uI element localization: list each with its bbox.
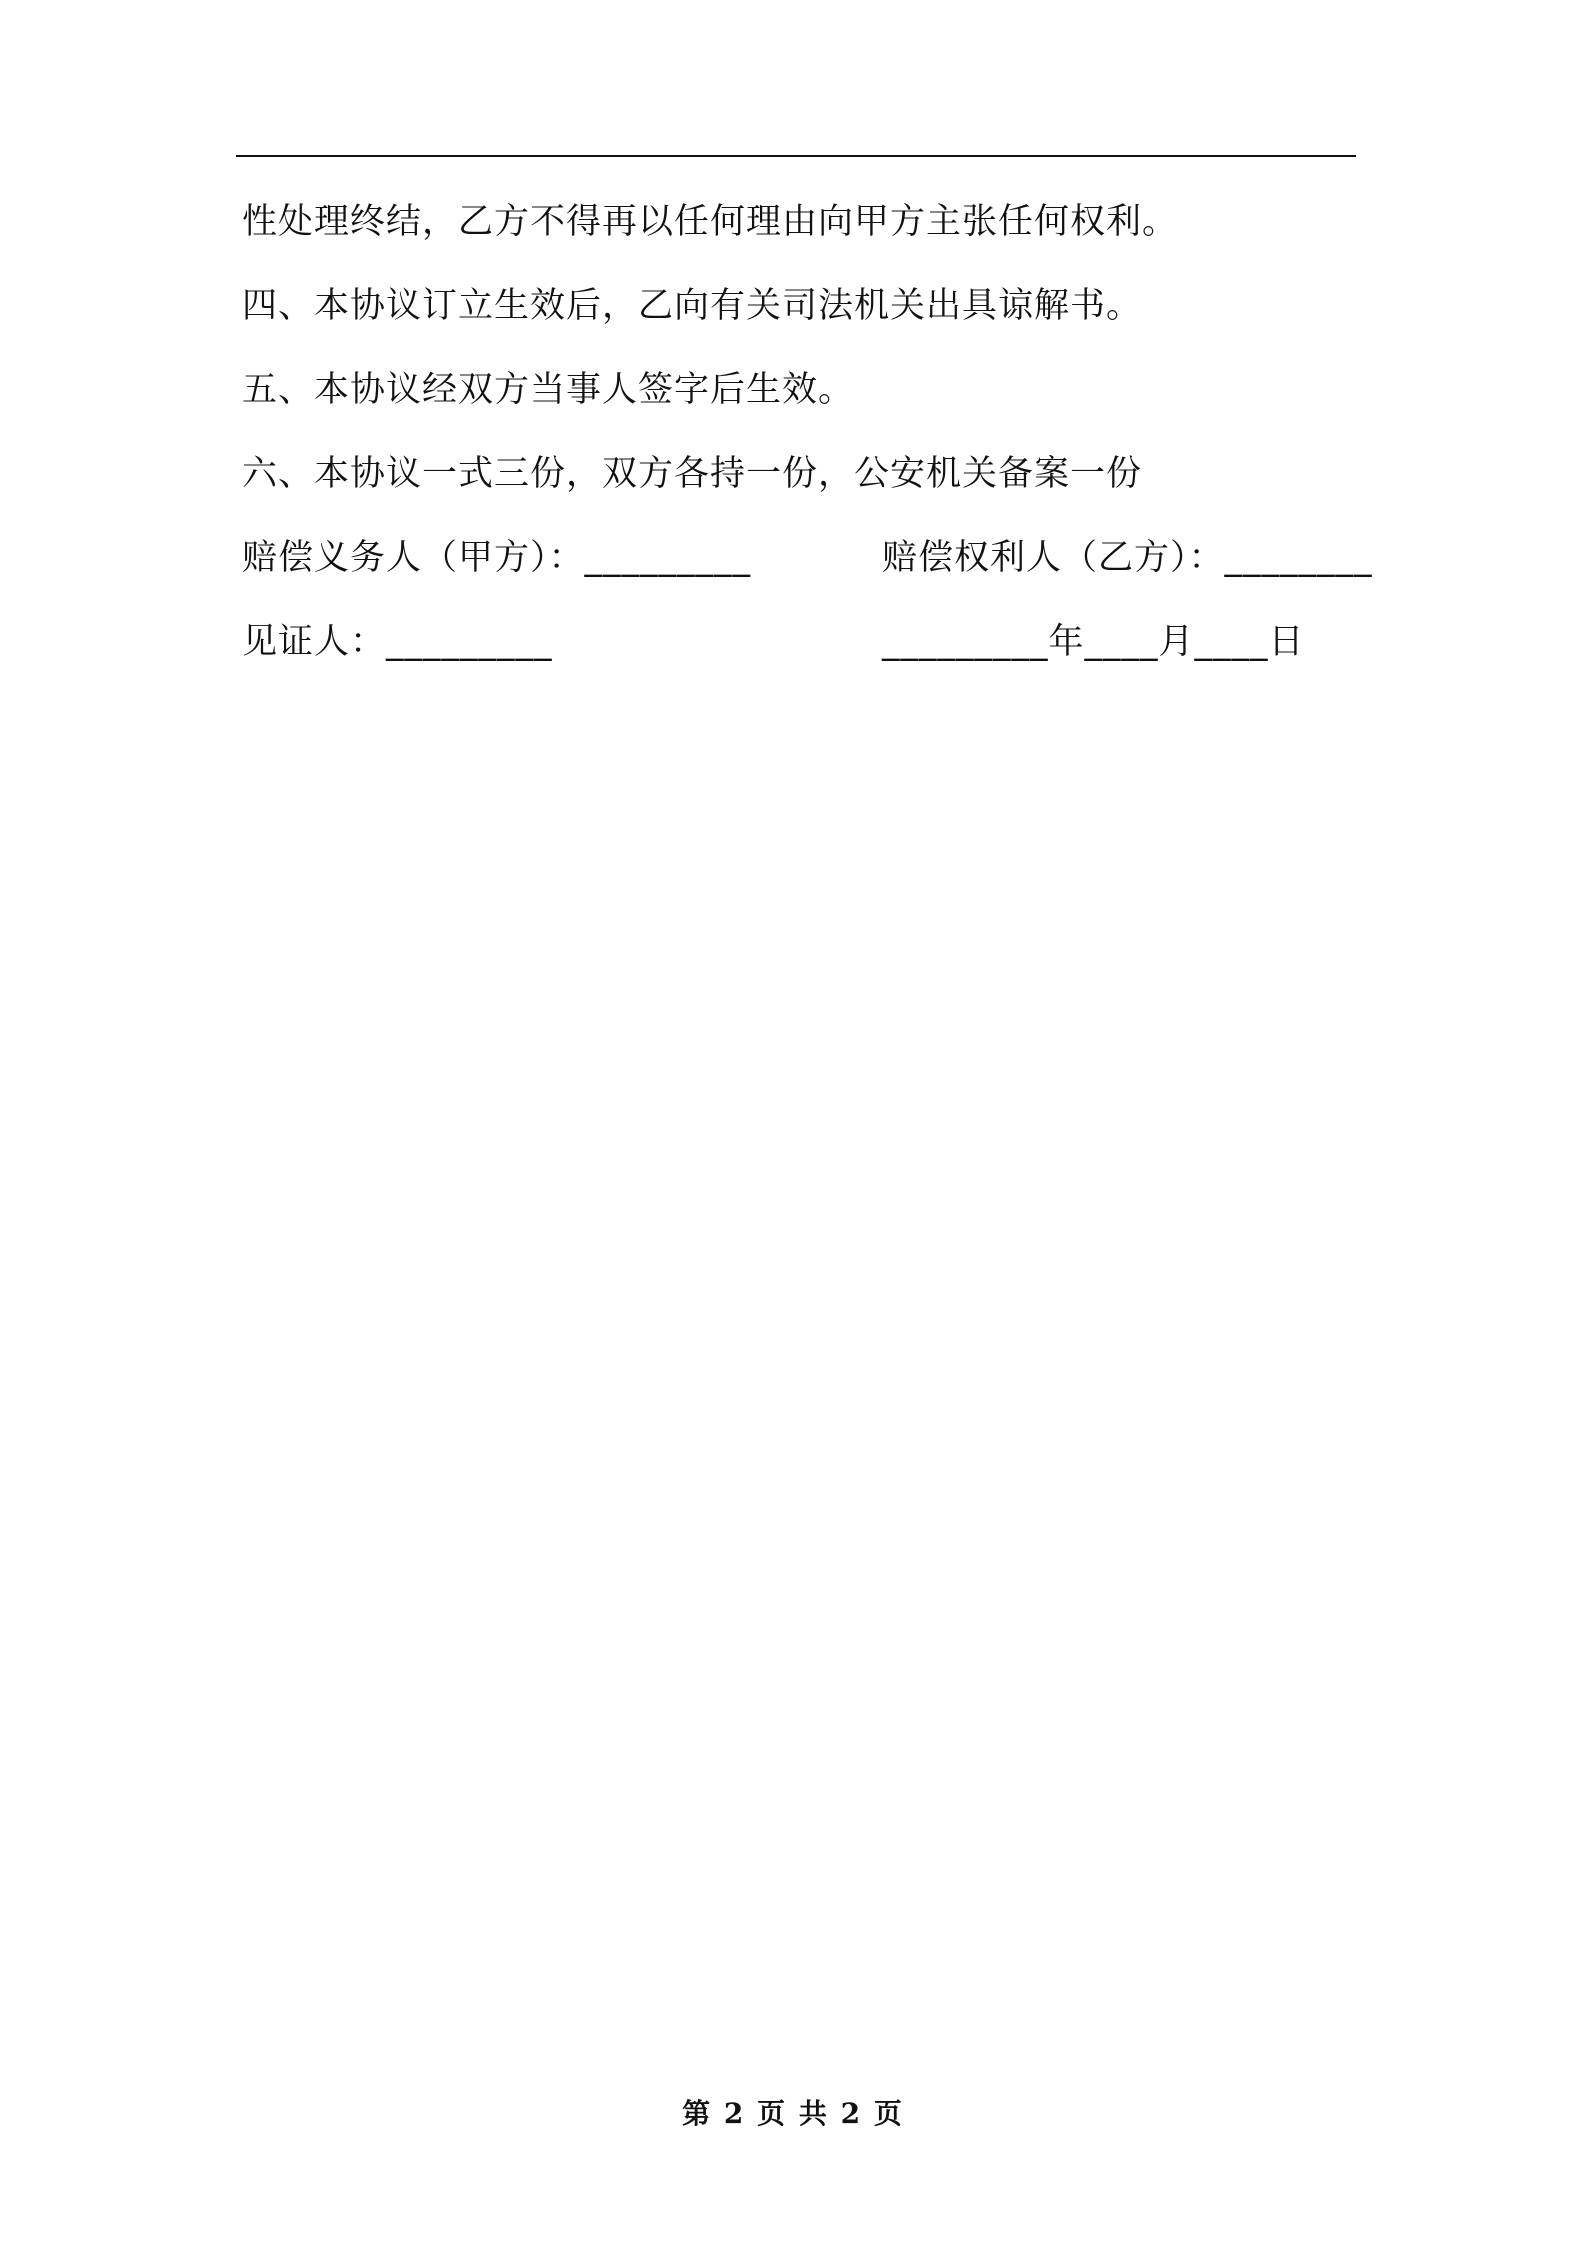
document-body	[242, 200, 1373, 704]
obligee-signature-line: 赔偿权利人（乙方）：________	[882, 538, 1373, 578]
date-line: _________年____月____日	[882, 622, 1305, 662]
signature-row-parties	[242, 536, 1373, 581]
paragraph-closing-clause: 性处理终结，乙方不得再以任何理由向甲方主张任何权利。	[242, 202, 1179, 242]
obligor-signature-line: 赔偿义务人（甲方）：_________	[242, 538, 752, 578]
signature-row-witness-date	[242, 620, 1362, 665]
witness-signature-line: 见证人：_________	[242, 622, 553, 662]
paragraph-clause-four: 四、本协议订立生效后，乙向有关司法机关出具谅解书。	[242, 286, 1143, 326]
header-rule	[236, 155, 1356, 157]
paragraph-clause-five: 五、本协议经双方当事人签字后生效。	[242, 370, 855, 410]
paragraph-clause-six: 六、本协议一式三份，双方各持一份，公安机关备案一份	[242, 454, 1143, 494]
page-number-footer: 第 2 页 共 2 页	[682, 2097, 904, 2130]
